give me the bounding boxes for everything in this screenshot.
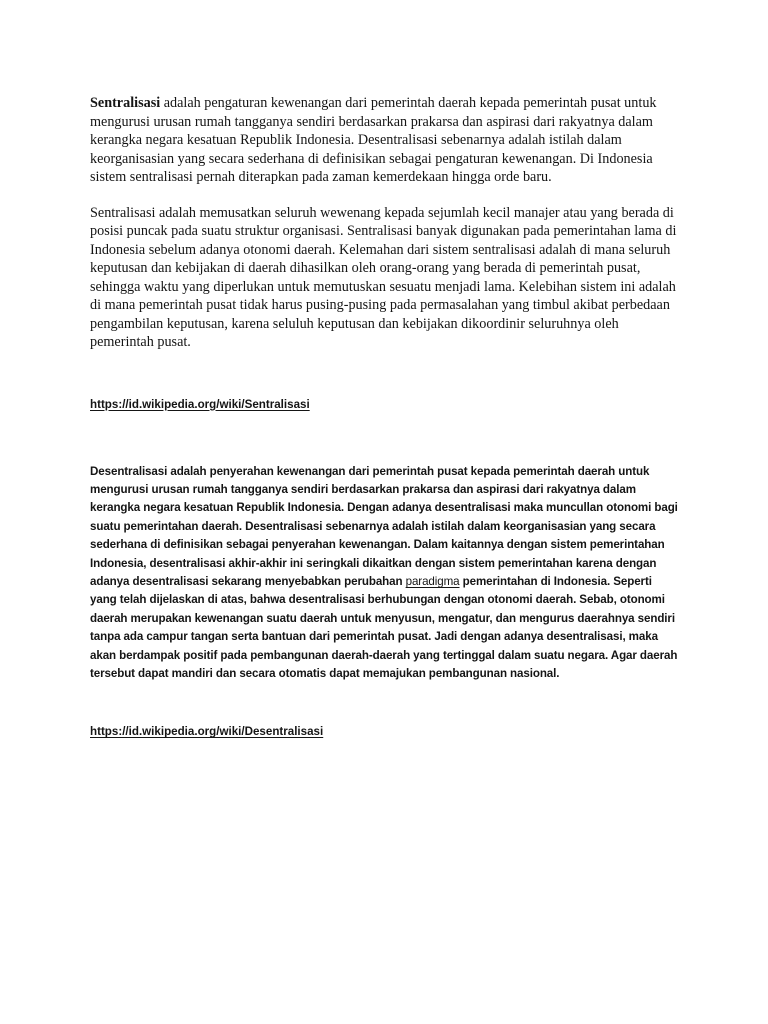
paragraph-sentralisasi-definition (90, 94, 680, 187)
paragraph-3-text-before: Desentralisasi adalah penyerahan kewenangan dari pemerintah pusat kepada pemerintah daerah untuk mengurusi urusan rumah tangganya sendiri berdasarkan prakarsa dan aspirasi dari rakyatnya dalam kerangka negara kesatuan Republik Indonesia. Dengan adanya desentralisasi maka muncullan otonomi bagi suatu pemerintahan daerah. Desentralisasi sebenarnya adalah istilah dalam keorganisasian yang secara sederhana di definisikan sebagai penyerahan kewenangan. Dalam kaitannya dengan sistem pemerintahan Indonesia, desentralisasi akhir-akhir ini seringkali dikaitkan dengan sistem pemerintahan karena dengan adanya desentralisasi sekarang menyebabkan perubahan (90, 464, 678, 588)
document-body (90, 94, 680, 738)
paragraph-3-text-after: pemerintahan di Indonesia. Seperti yang telah dijelaskan di atas, bahwa desentralisasi berhubungan dengan otonomi daerah. Sebab, otonomi daerah merupakan kewenangan suatu daerah untuk menyusun, mengatur, dan mengurus daerahnya sendiri tanpa ada campur tangan serta bantuan dari pemerintah pusat. Jadi dengan adanya desentralisasi, maka akan berdampak positif pada pembangunan daerah-daerah yang tertinggal dalam suatu negara. Agar daerah tersebut dapat mandiri dan secara otomatis dapat memajukan pembangunan nasional. (90, 574, 678, 680)
paragraph-1-text: adalah pengaturan kewenangan dari pemerintah daerah kepada pemerintah pusat untuk mengurusi urusan rumah tangganya sendiri berdasarkan prakarsa dan aspirasi dari rakyatnya dalam kerangka negara kesatuan Republik Indonesia. Desentralisasi sebenarnya adalah istilah dalam keorganisasian yang secara sederhana di definisikan sebagai pengaturan kewenangan. Di Indonesia sistem sentralisasi pernah diterapkan pada zaman kemerdekaan hingga orde baru. (90, 95, 657, 185)
paragraph-desentralisasi (90, 463, 680, 684)
term-sentralisasi: Sentralisasi (90, 95, 161, 111)
paragraph-sentralisasi-explanation (90, 204, 680, 352)
paragraph-2-text: Sentralisasi adalah memusatkan seluruh wewenang kepada sejumlah kecil manajer atau yang berada di posisi puncak pada suatu struktur organisasi. Sentralisasi banyak digunakan pada pemerintahan lama di Indonesia sebelum adanya otonomi daerah. Kelemahan dari sistem sentralisasi adalah di mana seluruh keputusan dan kebijakan di daerah dihasilkan oleh orang-orang yang berada di pemerintah pusat, sehingga waktu yang diperlukan untuk memutuskan sesuatu menjadi lama. Kelebihan sistem ini adalah di mana pemerintah pusat tidak harus pusing-pusing pada permasalahan yang timbul akibat perbedaan pengambilan keputusan, karena seluluh keputusan dan kebijakan dikoordinir seluruhnya oleh pemerintah pusat. (90, 204, 677, 350)
link-paradigma[interactable]: paradigma (405, 574, 460, 588)
link-wikipedia-sentralisasi[interactable]: https://id.wikipedia.org/wiki/Sentralisasi (90, 397, 310, 411)
link-wikipedia-desentralisasi[interactable]: https://id.wikipedia.org/wiki/Desentralisasi (90, 725, 324, 739)
